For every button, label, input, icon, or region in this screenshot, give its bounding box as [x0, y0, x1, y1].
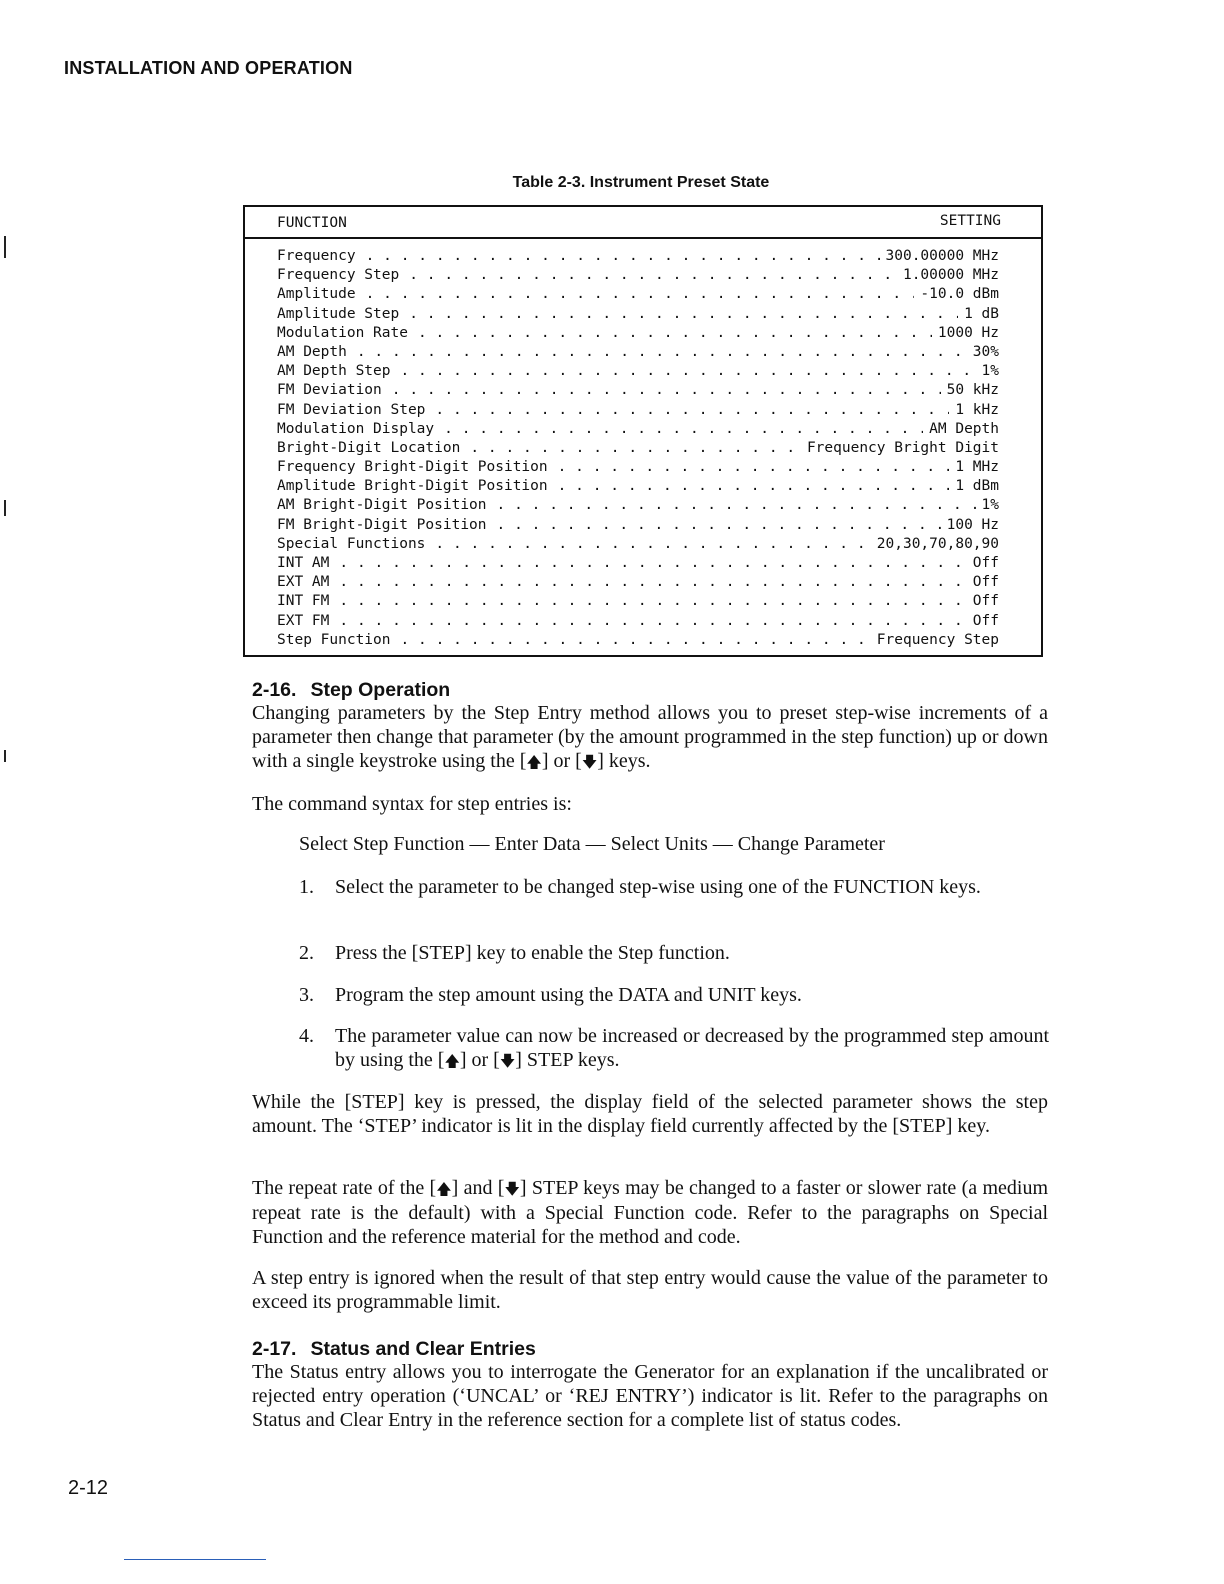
- row-function: Special Functions: [277, 535, 426, 552]
- list-item: 3. Program the step amount using the DATA and UNIT keys.: [299, 984, 802, 1006]
- page-number: 2-12: [68, 1477, 109, 1499]
- list-item: 1. Select the parameter to be changed step-wise using one of the FUNCTION keys.: [299, 876, 981, 898]
- row-setting: 30%: [972, 343, 999, 360]
- column-header-setting: SETTING: [939, 213, 1001, 229]
- row-function: EXT AM: [277, 574, 330, 591]
- table-row: [277, 285, 999, 304]
- paragraph-step-ignored: A step entry is ignored when the result of that step entry would cause the value of the parameter to exceed its programmable limit.: [252, 1267, 1048, 1313]
- down-arrow-icon: 🡇: [581, 753, 598, 771]
- table-header-row: [245, 207, 1041, 239]
- up-arrow-icon: 🡅: [526, 753, 542, 771]
- row-setting: 1000 Hz: [937, 324, 999, 341]
- table-row: [277, 305, 999, 324]
- preset-state-table: [243, 205, 1043, 657]
- row-function: AM Depth: [277, 343, 347, 360]
- table-row: [277, 477, 999, 496]
- margin-mark: [4, 500, 6, 516]
- down-arrow-icon: 🡇: [504, 1180, 520, 1198]
- list-item: 4. The parameter value can now be increased or decreased by the programmed step amount by using the [🡅] or [🡇] STEP keys.: [299, 1025, 1049, 1071]
- row-setting: Frequency Bright Digit: [806, 439, 999, 456]
- paragraph-status: The Status entry allows you to interrogate the Generator for an explanation if the uncalibrated or rejected entry operation (‘UNCAL’ or ‘REJ ENTRY’) indicator is lit. Refer to the paragraphs on Status and Clear Entry in the reference section for a complete list of status codes.: [252, 1361, 1048, 1431]
- column-header-function: FUNCTION: [277, 215, 347, 231]
- row-function: EXT FM: [277, 612, 330, 629]
- leader-dots: [366, 247, 880, 266]
- table-row: [277, 535, 999, 554]
- row-setting: 1 dBm: [955, 478, 999, 495]
- section-title: Status and Clear Entries: [310, 1338, 536, 1360]
- table-row: [277, 401, 999, 420]
- leader-dots: [558, 477, 950, 496]
- table-row: [277, 458, 999, 477]
- row-setting: Frequency Step: [876, 631, 999, 648]
- table-row: [277, 266, 999, 285]
- row-function: Amplitude Step: [277, 305, 400, 322]
- row-setting: AM Depth: [929, 420, 999, 437]
- section-title: Step Operation: [310, 679, 451, 701]
- row-function: Amplitude Bright-Digit Position: [277, 478, 548, 495]
- leader-dots: [558, 458, 950, 477]
- row-function: Frequency Bright-Digit Position: [277, 459, 548, 476]
- leader-dots: [392, 381, 941, 400]
- leader-dots: [339, 573, 966, 592]
- table-row: [277, 592, 999, 611]
- row-function: Step Function: [277, 631, 391, 648]
- section-heading-2-16: [252, 679, 450, 702]
- paragraph-repeat-rate: The repeat rate of the [🡅] and [🡇] STEP keys may be changed to a faster or slower rate (a medium repeat rate is the default) with a Special Function code. Refer to the paragraphs on Special Function and the reference material for the method and code.: [252, 1177, 1048, 1248]
- leader-dots: [435, 535, 870, 554]
- row-function: Amplitude: [277, 286, 356, 303]
- leader-dots: [497, 516, 941, 535]
- up-arrow-icon: 🡅: [436, 1180, 452, 1198]
- section-number: 2-16.: [252, 679, 297, 701]
- table-row: [277, 439, 999, 458]
- leader-dots: [401, 631, 871, 650]
- margin-mark: [4, 750, 6, 762]
- table-row: [277, 324, 999, 343]
- row-setting: Off: [972, 555, 999, 571]
- row-setting: 1.00000 MHz: [902, 267, 999, 284]
- step-operation-intro: Changing parameters by the Step Entry method allows you to preset step-wise increments of a parameter then change that parameter (by the amount programmed in the step function) up or down with a single keystroke using the [🡅] or [🡇] keys.: [252, 702, 1048, 772]
- row-setting: 100 Hz: [946, 516, 999, 533]
- row-setting: Off: [972, 574, 999, 591]
- table-title: Table 2-3. Instrument Preset State: [512, 174, 770, 191]
- leader-dots: [401, 362, 976, 381]
- down-arrow-icon: 🡇: [499, 1052, 516, 1070]
- table-row: [277, 420, 999, 439]
- leader-dots: [409, 266, 897, 285]
- row-function: FM Deviation: [277, 382, 382, 399]
- footer-rule: [124, 1559, 266, 1560]
- row-function: Modulation Rate: [277, 324, 408, 341]
- syntax-intro: The command syntax for step entries is:: [252, 793, 572, 815]
- row-setting: 1%: [981, 363, 999, 380]
- table-row: [277, 247, 999, 266]
- table-row: [277, 573, 999, 592]
- row-function: Frequency Step: [277, 267, 400, 284]
- row-setting: 300.00000 MHz: [885, 248, 999, 264]
- list-item: 2. Press the [STEP] key to enable the Step function.: [299, 942, 730, 964]
- row-function: INT FM: [277, 593, 330, 610]
- leader-dots: [435, 401, 949, 420]
- row-function: FM Deviation Step: [277, 401, 426, 418]
- table-row: [277, 612, 999, 631]
- margin-mark: [4, 236, 6, 258]
- row-function: AM Bright-Digit Position: [277, 497, 487, 514]
- row-setting: 1%: [981, 497, 999, 514]
- leader-dots: [497, 496, 976, 515]
- command-syntax: Select Step Function — Enter Data — Select Units — Change Parameter: [299, 833, 885, 855]
- table-row: [277, 554, 999, 573]
- leader-dots: [409, 305, 958, 324]
- table-row: [277, 343, 999, 362]
- table-row: [277, 631, 999, 650]
- section-heading-2-17: [252, 1338, 536, 1361]
- row-setting: 50 kHz: [946, 382, 999, 399]
- row-setting: 1 kHz: [955, 401, 999, 418]
- leader-dots: [357, 343, 967, 362]
- row-function: AM Depth Step: [277, 363, 391, 380]
- leader-dots: [366, 285, 915, 304]
- row-setting: 1 dB: [964, 305, 999, 322]
- row-setting: 20,30,70,80,90: [876, 535, 999, 552]
- leader-dots: [444, 420, 923, 439]
- table-row: [277, 516, 999, 535]
- leader-dots: [470, 439, 801, 458]
- paragraph-step-key: While the [STEP] key is pressed, the display field of the selected parameter shows the step amount. The ‘STEP’ indicator is lit in the display field currently affected by the [STEP] key.: [252, 1091, 1048, 1137]
- row-setting: 1 MHz: [955, 459, 999, 476]
- leader-dots: [339, 554, 966, 573]
- row-setting: -10.0 dBm: [920, 286, 999, 303]
- row-function: Modulation Display: [277, 420, 435, 437]
- table-row: [277, 381, 999, 400]
- leader-dots: [339, 612, 966, 631]
- running-header: INSTALLATION AND OPERATION: [64, 58, 353, 78]
- row-function: Frequency: [277, 248, 356, 264]
- table-row: [277, 496, 999, 515]
- row-function: INT AM: [277, 555, 330, 571]
- up-arrow-icon: 🡅: [444, 1052, 460, 1070]
- table-row: [277, 362, 999, 381]
- row-setting: Off: [972, 612, 999, 629]
- row-function: FM Bright-Digit Position: [277, 516, 487, 533]
- leader-dots: [339, 592, 966, 611]
- leader-dots: [418, 324, 932, 343]
- section-number: 2-17.: [252, 1338, 297, 1360]
- row-function: Bright-Digit Location: [277, 439, 461, 456]
- table-body: [277, 247, 999, 650]
- row-setting: Off: [972, 593, 999, 610]
